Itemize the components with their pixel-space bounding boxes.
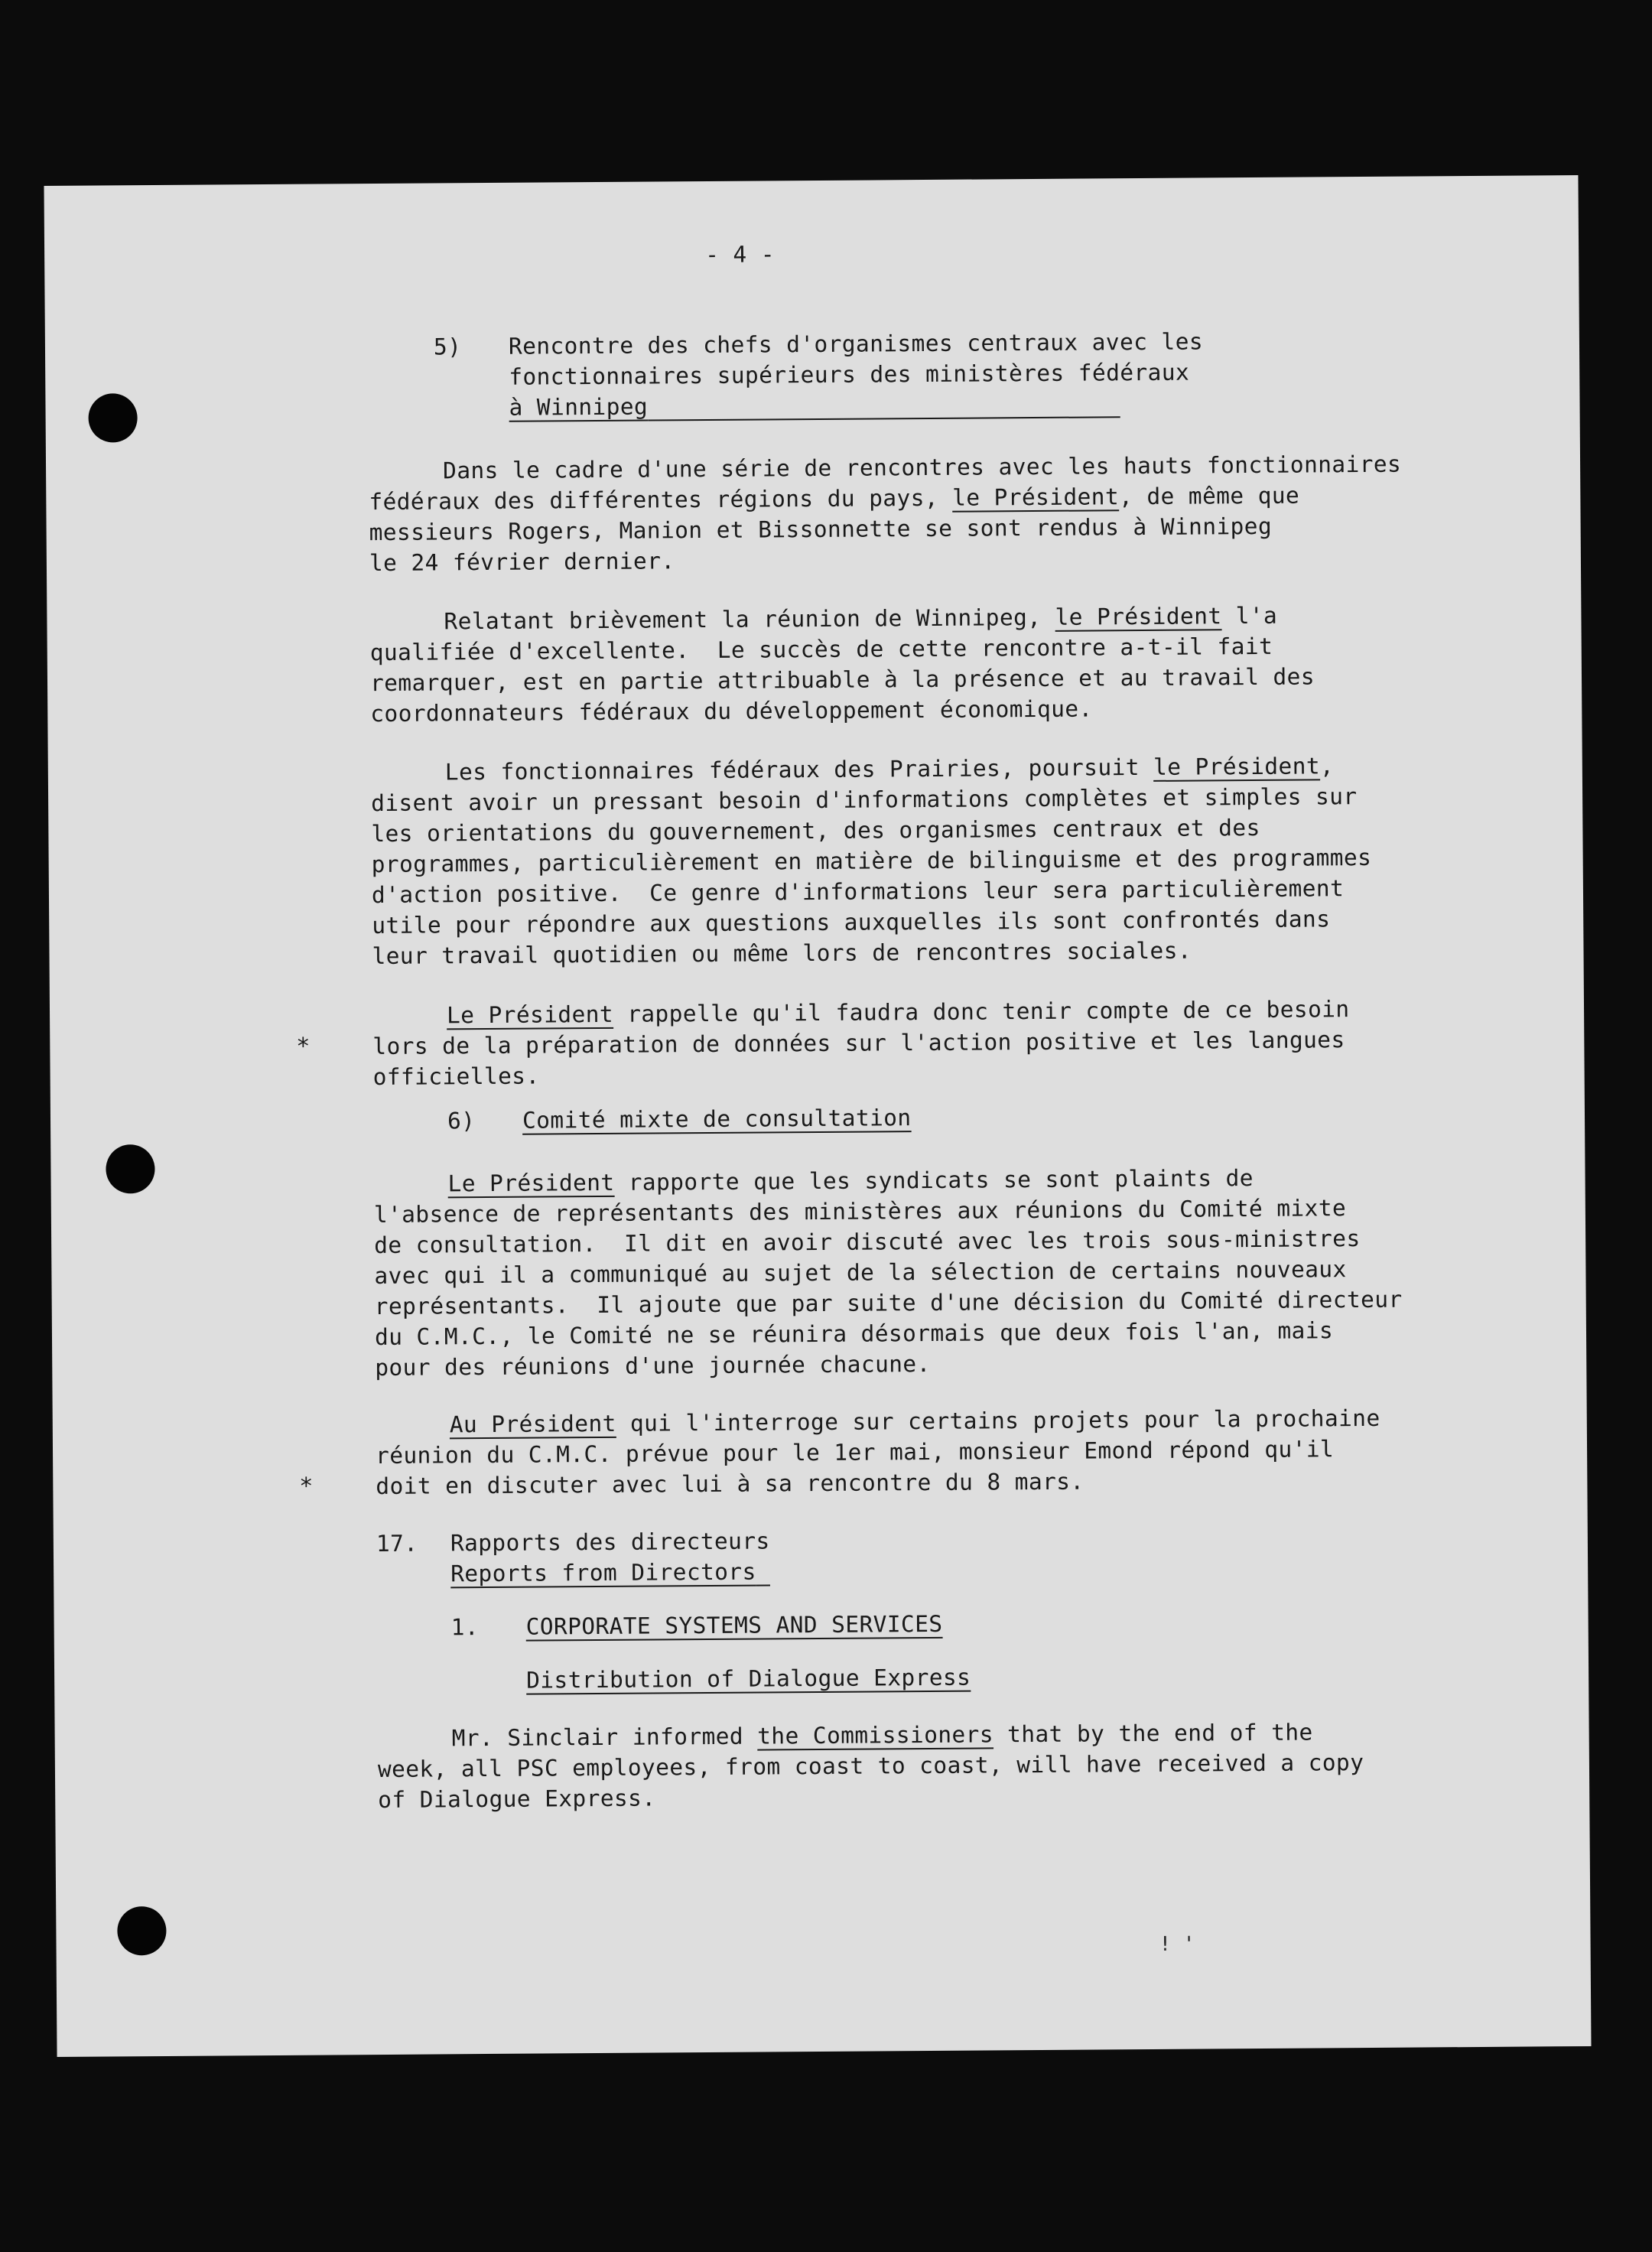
paragraph-4-line-1: Le Président rappelle qu'il faudra donc tenir compte de ce besoin xyxy=(446,996,1350,1029)
section-6-title: Comité mixte de consultation xyxy=(522,1105,912,1134)
paragraph-3-line-1: Les fonctionnaires fédéraux des Prairies, poursuit le Président, xyxy=(444,753,1335,786)
paragraph-1-line-2: fédéraux des différentes régions du pays, le Président, de même que xyxy=(369,482,1300,516)
paragraph-2-line-1: Relatant brièvement la réunion de Winnipeg, le Président l'a xyxy=(444,602,1278,635)
scan-speck: ! ' xyxy=(1159,1932,1195,1956)
paragraph-5-line-5: représentants. Il ajoute que par suite d'une décision du Comité directeur xyxy=(374,1286,1403,1320)
paragraph-1-line-3: messieurs Rogers, Manion et Bissonnette se sont rendus à Winnipeg xyxy=(369,513,1273,546)
punch-hole-top xyxy=(88,393,137,442)
paragraph-2-line-2: qualifiée d'excellente. Le succès de cette rencontre a-t-il fait xyxy=(369,633,1273,666)
paragraph-5-line-4: avec qui il a communiqué au sujet de la sélection de certains nouveaux xyxy=(374,1256,1347,1290)
subsection-1-subtitle: Distribution of Dialogue Express xyxy=(526,1664,971,1694)
paragraph-6-line-3: doit en discuter avec lui à sa rencontre du 8 mars. xyxy=(376,1468,1085,1500)
paragraph-5-line-7: pour des réunions d'une journée chacune. xyxy=(375,1350,931,1381)
paragraph-6-line-1: Au Président qui l'interroge sur certains projets pour la prochaine xyxy=(449,1404,1380,1438)
paragraph-7-line-3: of Dialogue Express. xyxy=(378,1785,656,1814)
document-page xyxy=(44,175,1591,2057)
paragraph-3-line-5: d'action positive. Ce genre d'informations leur sera particulièrement xyxy=(371,875,1345,909)
margin-asterisk: * xyxy=(296,1033,311,1060)
section-17-title-en: Reports from Directors xyxy=(450,1558,756,1587)
paragraph-3-line-4: programmes, particulièrement en matière de bilinguisme et des programmes xyxy=(371,844,1372,878)
paragraph-1-line-4: le 24 février dernier. xyxy=(369,548,675,577)
le-president-ref: le Président xyxy=(1055,603,1222,630)
au-president-ref: Au Président xyxy=(449,1410,616,1438)
paragraph-3-line-2: disent avoir un pressant besoin d'informations complètes et simples sur xyxy=(371,783,1358,817)
punch-hole-bottom xyxy=(117,1906,166,1955)
the-commissioners-ref: the Commissioners xyxy=(757,1721,994,1749)
le-president-ref: Le Président xyxy=(447,1169,615,1197)
paragraph-5-line-2: l'absence de représentants des ministères aux réunions du Comité mixte xyxy=(373,1195,1347,1229)
paragraph-3-line-6: utile pour répondre aux questions auxquelles ils sont confrontés dans xyxy=(372,906,1331,939)
section-17-title-fr: Rapports des directeurs xyxy=(450,1528,770,1557)
subsection-1-title: CORPORATE SYSTEMS AND SERVICES xyxy=(525,1610,943,1640)
section-5-title-line-1: Rencontre des chefs d'organismes centraux avec les xyxy=(508,328,1204,360)
le-president-ref: Le Président xyxy=(446,1001,614,1029)
paragraph-2-line-4: coordonnateurs fédéraux du développement économique. xyxy=(370,695,1093,727)
paragraph-7-line-1: Mr. Sinclair informed the Commissioners that by the end of the xyxy=(451,1719,1313,1752)
le-president-ref: le Président xyxy=(1153,753,1321,780)
punch-hole-middle xyxy=(106,1144,154,1193)
paragraph-3-line-7: leur travail quotidien ou même lors de rencontres sociales. xyxy=(372,937,1192,970)
paragraph-3-line-3: les orientations du gouvernement, des organismes centraux et des xyxy=(371,814,1260,848)
section-17-number: 17. xyxy=(376,1530,418,1557)
paragraph-5-line-3: de consultation. Il dit en avoir discuté avec les trois sous-ministres xyxy=(374,1225,1361,1259)
paragraph-5-line-6: du C.M.C., le Comité ne se réunira désormais que deux fois l'an, mais xyxy=(374,1317,1334,1351)
section-5-title-line-3: à Winnipeg xyxy=(509,393,649,421)
paragraph-6-line-2: réunion du C.M.C. prévue pour le 1er mai, monsieur Emond répond qu'il xyxy=(375,1436,1335,1469)
page-number: - 4 - xyxy=(705,241,776,268)
paragraph-2-line-3: remarquer, est en partie attribuable à la présence et au travail des xyxy=(369,663,1315,697)
le-president-ref: le Président xyxy=(952,483,1120,511)
paragraph-4-line-3: officielles. xyxy=(372,1063,540,1091)
section-5-number: 5) xyxy=(433,334,462,360)
section-6-number: 6) xyxy=(447,1108,476,1134)
paragraph-5-line-1: Le Président rapporte que les syndicats se sont plaints de xyxy=(447,1165,1254,1197)
section-5-title-line-2: fonctionnaires supérieurs des ministères fédéraux xyxy=(509,359,1190,390)
subsection-1-number: 1. xyxy=(450,1614,480,1641)
paragraph-1-line-1: Dans le cadre d'une série de rencontres avec les hauts fonctionnaires xyxy=(442,451,1402,484)
paragraph-4-line-2: lors de la préparation de données sur l'action positive et les langues xyxy=(372,1027,1345,1060)
margin-asterisk: * xyxy=(299,1473,314,1500)
paragraph-7-line-2: week, all PSC employees, from coast to coast, will have received a copy xyxy=(377,1749,1364,1783)
